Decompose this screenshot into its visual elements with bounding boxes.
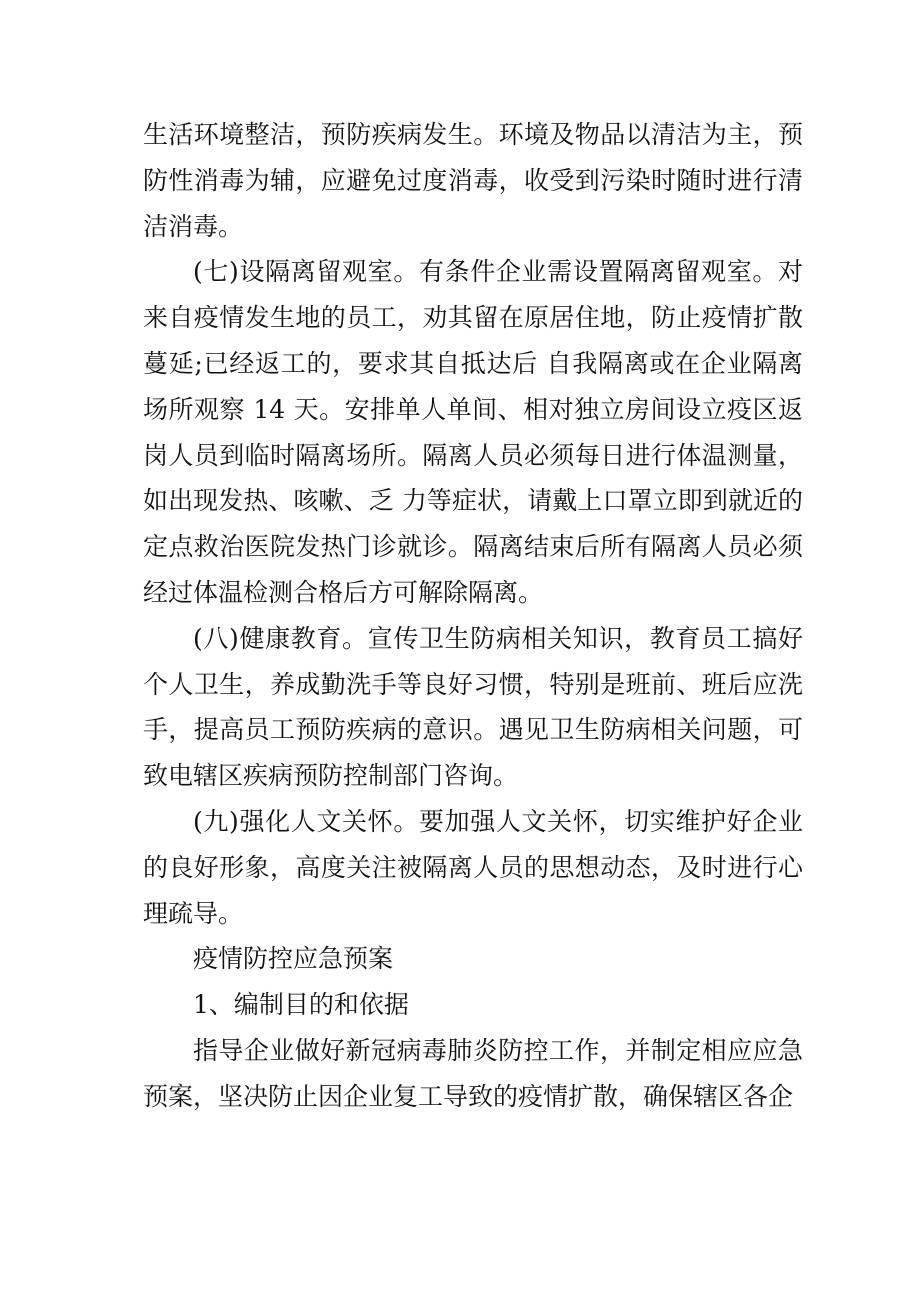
paragraph-guidance: 指导企业做好新冠病毒肺炎防控工作，并制定相应应急预案，坚决防止因企业复工导致的疫情扩散，确保辖区各企	[143, 1035, 803, 1111]
paragraph-humanistic-care: (九)强化人文关怀。要加强人文关怀，切实维护好企业的良好形象，高度关注被隔离人员的思想动态，及时进行心理疏导。	[143, 806, 803, 928]
paragraph-isolation-room: (七)设隔离留观室。有条件企业需设置隔离留观室。对来自疫情发生地的员工，劝其留在原居住地，防止疫情扩散蔓延;已经返工的，要求其自抵达后 自我隔离或在企业隔离场所观察 14 天。安排单人单间、相对独立房间设立疫区返岗人员到临时隔离场所。隔离人员必须每日进行体温测量，如出现发热、咳嗽、乏 力等症状，请戴上口罩立即到就近的定点救治医院发热门诊就诊。隔离结束后所有隔离人员必须经过体温检测合格后方可解除隔离。	[143, 257, 803, 607]
document-body	[143, 112, 803, 1120]
section-title-emergency-plan: 疫情防控应急预案	[193, 944, 394, 974]
paragraph-environment-hygiene: 生活环境整洁，预防疾病发生。环境及物品以清洁为主，预防性消毒为辅，应避免过度消毒，收受到污染时随时进行清洁消毒。	[143, 120, 803, 241]
paragraph-health-education: (八)健康教育。宣传卫生防病相关知识，教育员工搞好个人卫生，养成勤洗手等良好习惯，特别是班前、班后应洗手，提高员工预防疾病的意识。遇见卫生防病相关问题，可致电辖区疾病预防控制部门咨询。	[143, 623, 803, 791]
section-heading-purpose-basis: 1、编制目的和依据	[193, 990, 409, 1020]
